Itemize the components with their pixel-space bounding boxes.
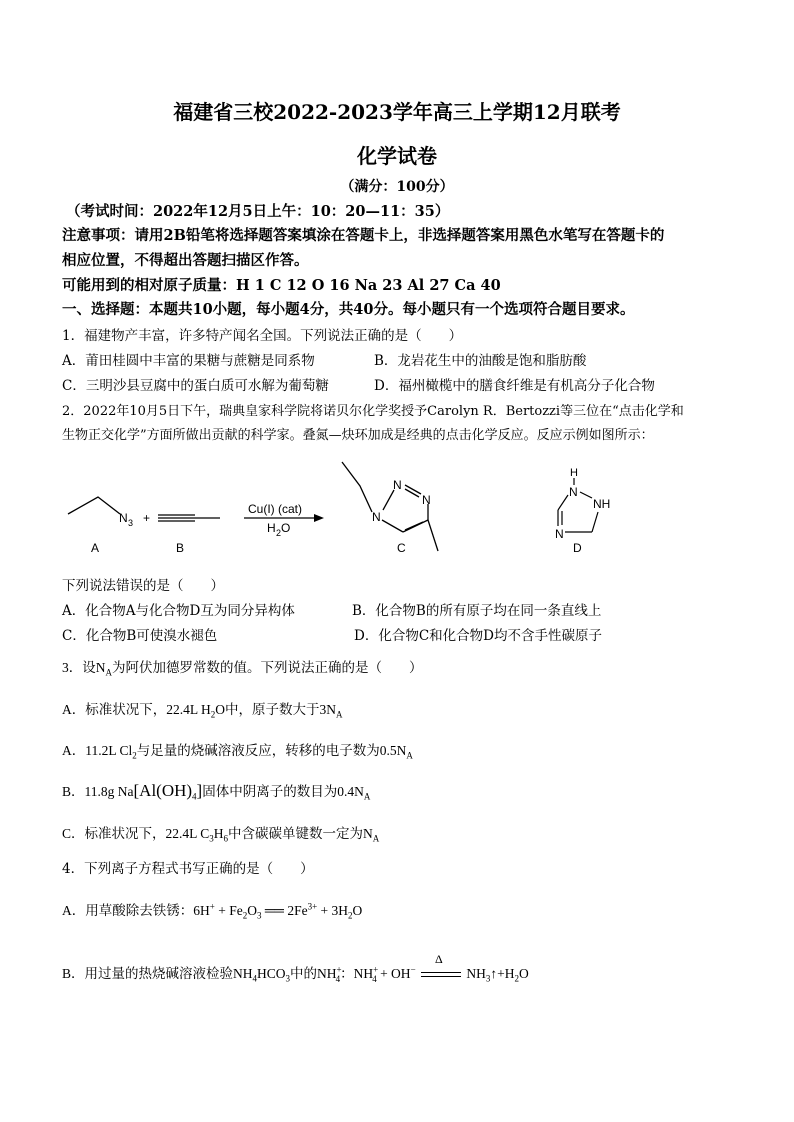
q2-stem-line-2: 生物正交化学”方面所做出贡献的科学家。叠氮—炔环加成是经典的点击化学反应。反应示例如图所示： (62, 428, 654, 443)
heat-equal-sign: Δ (419, 968, 463, 982)
section-heading: 一、选择题：本题共10小题，每小题4分，共40分。每小题只有一个选项符合题目要求。 (62, 301, 635, 318)
solvent-subscript: 2 (276, 528, 282, 538)
azide-n: N (119, 511, 128, 525)
compound-d-nh: NH (593, 497, 611, 511)
compound-c-ring (383, 490, 394, 510)
compound-d-n1: N (569, 485, 578, 499)
q3-option-1: A．标准状况下，22.4L $H_2O$中，原子数大于$3N_A$ (62, 702, 343, 720)
atomic-mass: 可能用到的相对原子质量：H 1 C 12 O 16 Na 23 Al 27 Ca 40 (62, 277, 501, 294)
label-d: D (573, 541, 582, 555)
click-reaction-scheme (60, 452, 660, 567)
exam-time: （考试时间：2022年12月5日上午：10：20—11：35） (66, 203, 450, 220)
notice-line-2: 相应位置，不得超出答题扫描区作答。 (62, 252, 309, 269)
q1-option-a: A．莆田桂圆中丰富的果糖与蔗糖是同系物 (62, 353, 315, 369)
compound-c-ethyl (342, 462, 372, 512)
label-c: C (397, 541, 406, 555)
catalyst-label: Cu(I) (cat) (248, 502, 302, 516)
q3-option-4: C．标准状况下，22.4L $C_3H_6$中含碳碳单键数一定为$N_A$ (62, 826, 380, 844)
compound-d-n2: N (555, 527, 564, 541)
q2-stem-line-1: 2．2022年10月5日下午，瑞典皇家科学院将诺贝尔化学奖授予Carolyn R．Bertozzi等三位在“点击化学和 (62, 404, 684, 419)
q2-option-a: A．化合物A与化合物D互为同分异构体 (62, 603, 295, 619)
solvent-h: H (267, 521, 276, 535)
compound-d-ring (580, 492, 592, 498)
q4-option-a: A．用草酸除去铁锈：$6H^+ + Fe_2O_3$ ══ $2Fe^{3+} + 3H_2O$ (62, 901, 363, 921)
q2-ask: 下列说法错误的是（ ） (62, 578, 224, 594)
q1-option-d: D．福州橄榄中的膳食纤维是有机高分子化合物 (374, 378, 655, 394)
triazole-n2: N (393, 478, 402, 492)
q1-option-b: B．龙岩花生中的油酸是饱和脂肪酸 (374, 353, 587, 369)
q3-stem: 3．设$N_A$为阿伏加德罗常数的值。下列说法正确的是（ ） (62, 660, 423, 678)
q1-option-c: C．三明沙县豆腐中的蛋白质可水解为葡萄糖 (62, 378, 329, 394)
q2-option-c: C．化合物B可使溴水褪色 (62, 628, 218, 644)
q2-option-d: D．化合物C和化合物D均不含手性碳原子 (354, 628, 602, 644)
q4-stem: 4．下列离子方程式书写正确的是（ ） (62, 861, 314, 877)
subject-title: 化学试卷 (357, 144, 437, 168)
azide-subscript: 3 (128, 518, 134, 528)
plus-sign: + (143, 511, 151, 525)
q4-option-b: B．用过量的热烧碱溶液检验$NH_4HCO_3$中的$NH^+_4$：$NH^+_4 + OH^-$ Δ $NH_3↑+H_2O$ (62, 951, 529, 984)
solvent-o: O (281, 521, 291, 535)
full-score: （满分：100分） (340, 179, 454, 195)
triazole-n1: N (372, 510, 381, 524)
label-b: B (176, 541, 185, 555)
notice-line-1: 注意事项：请用2B铅笔将选择题答案填涂在答题卡上，非选择题答案用黑色水笔写在答题卡的 (62, 227, 665, 244)
compound-d-h: H (570, 467, 578, 479)
triazole-n3: N (422, 493, 431, 507)
compound-a-bond (68, 497, 120, 514)
q2-option-b: B．化合物B的所有原子均在同一条直线上 (352, 603, 602, 619)
label-a: A (91, 541, 100, 555)
exam-title: 福建省三校2022-2023学年高三上学期12月联考 (173, 100, 621, 124)
q3-option-3: B．11.8g $Na[Al(OH)_4]$固体中阴离子的数目为$0.4N_A$ (62, 781, 371, 802)
q1-stem: 1．福建物产丰富，许多特产闻名全国。下列说法正确的是（ ） (62, 328, 463, 344)
q3-option-2: A．11.2L $Cl_2$与足量的烧碱溶液反应，转移的电子数为$0.5N_A$ (62, 743, 413, 761)
